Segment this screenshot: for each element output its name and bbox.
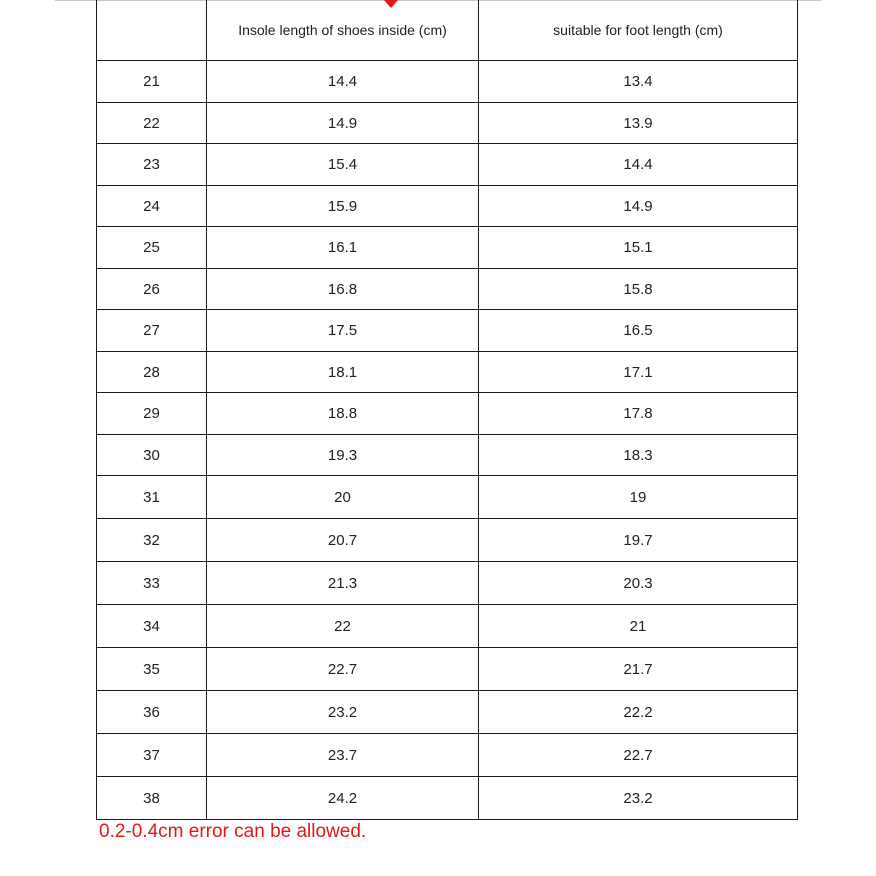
size-cell: 26 (97, 269, 207, 310)
table-row (97, 519, 798, 562)
red-marker-icon (384, 0, 398, 8)
foot-length-cell: 14.9 (479, 186, 798, 227)
foot-length-cell: 14.4 (479, 144, 798, 186)
foot-length-cell: 22.7 (479, 734, 798, 777)
foot-length-cell: 23.2 (479, 777, 798, 820)
foot-length-cell: 21 (479, 605, 798, 648)
size-cell: 25 (97, 227, 207, 269)
foot-length-cell: 18.3 (479, 435, 798, 476)
foot-length-cell: 13.9 (479, 103, 798, 144)
foot-length-cell: 15.8 (479, 269, 798, 310)
foot-length-cell: 13.4 (479, 61, 798, 103)
insole-length-cell: 22.7 (207, 648, 479, 691)
size-cell: 27 (97, 310, 207, 352)
foot-length-cell: 21.7 (479, 648, 798, 691)
insole-length-cell: 22 (207, 605, 479, 648)
table-row (97, 393, 798, 435)
table-body (97, 61, 798, 820)
insole-length-cell: 24.2 (207, 777, 479, 820)
size-cell: 30 (97, 435, 207, 476)
foot-length-cell: 15.1 (479, 227, 798, 269)
header-foot-length: suitable for foot length (cm) (479, 0, 798, 61)
insole-length-cell: 18.8 (207, 393, 479, 435)
insole-length-cell: 19.3 (207, 435, 479, 476)
table-row (97, 605, 798, 648)
insole-length-cell: 23.2 (207, 691, 479, 734)
table-row (97, 435, 798, 476)
size-cell: 34 (97, 605, 207, 648)
header-insole-length: Insole length of shoes inside (cm) (207, 0, 479, 61)
table-row (97, 734, 798, 777)
size-cell: 24 (97, 186, 207, 227)
table-row (97, 691, 798, 734)
insole-length-cell: 14.4 (207, 61, 479, 103)
insole-length-cell: 23.7 (207, 734, 479, 777)
insole-length-cell: 20.7 (207, 519, 479, 562)
foot-length-cell: 17.1 (479, 352, 798, 393)
insole-length-cell: 18.1 (207, 352, 479, 393)
insole-length-cell: 21.3 (207, 562, 479, 605)
table-row (97, 103, 798, 144)
size-cell: 38 (97, 777, 207, 820)
foot-length-cell: 19.7 (479, 519, 798, 562)
table-row (97, 777, 798, 820)
table-row (97, 648, 798, 691)
insole-length-cell: 17.5 (207, 310, 479, 352)
size-cell: 23 (97, 144, 207, 186)
size-cell: 21 (97, 61, 207, 103)
tolerance-note: 0.2-0.4cm error can be allowed. (99, 821, 367, 842)
insole-length-cell: 16.8 (207, 269, 479, 310)
table-row (97, 186, 798, 227)
header-size (97, 0, 207, 61)
table-row (97, 352, 798, 393)
size-cell: 31 (97, 476, 207, 519)
size-cell: 32 (97, 519, 207, 562)
size-cell: 29 (97, 393, 207, 435)
size-cell: 36 (97, 691, 207, 734)
foot-length-cell: 17.8 (479, 393, 798, 435)
table-row (97, 61, 798, 103)
insole-length-cell: 15.4 (207, 144, 479, 186)
table-row (97, 562, 798, 605)
size-cell: 35 (97, 648, 207, 691)
foot-length-cell: 19 (479, 476, 798, 519)
table-row (97, 310, 798, 352)
size-cell: 33 (97, 562, 207, 605)
size-cell: 28 (97, 352, 207, 393)
table-row (97, 269, 798, 310)
foot-length-cell: 20.3 (479, 562, 798, 605)
foot-length-cell: 22.2 (479, 691, 798, 734)
table-row (97, 476, 798, 519)
insole-length-cell: 14.9 (207, 103, 479, 144)
foot-length-cell: 16.5 (479, 310, 798, 352)
insole-length-cell: 16.1 (207, 227, 479, 269)
table-row (97, 227, 798, 269)
table-header-row (97, 0, 798, 61)
size-cell: 22 (97, 103, 207, 144)
shoe-size-table (96, 0, 798, 820)
table-row (97, 144, 798, 186)
insole-length-cell: 20 (207, 476, 479, 519)
insole-length-cell: 15.9 (207, 186, 479, 227)
size-cell: 37 (97, 734, 207, 777)
